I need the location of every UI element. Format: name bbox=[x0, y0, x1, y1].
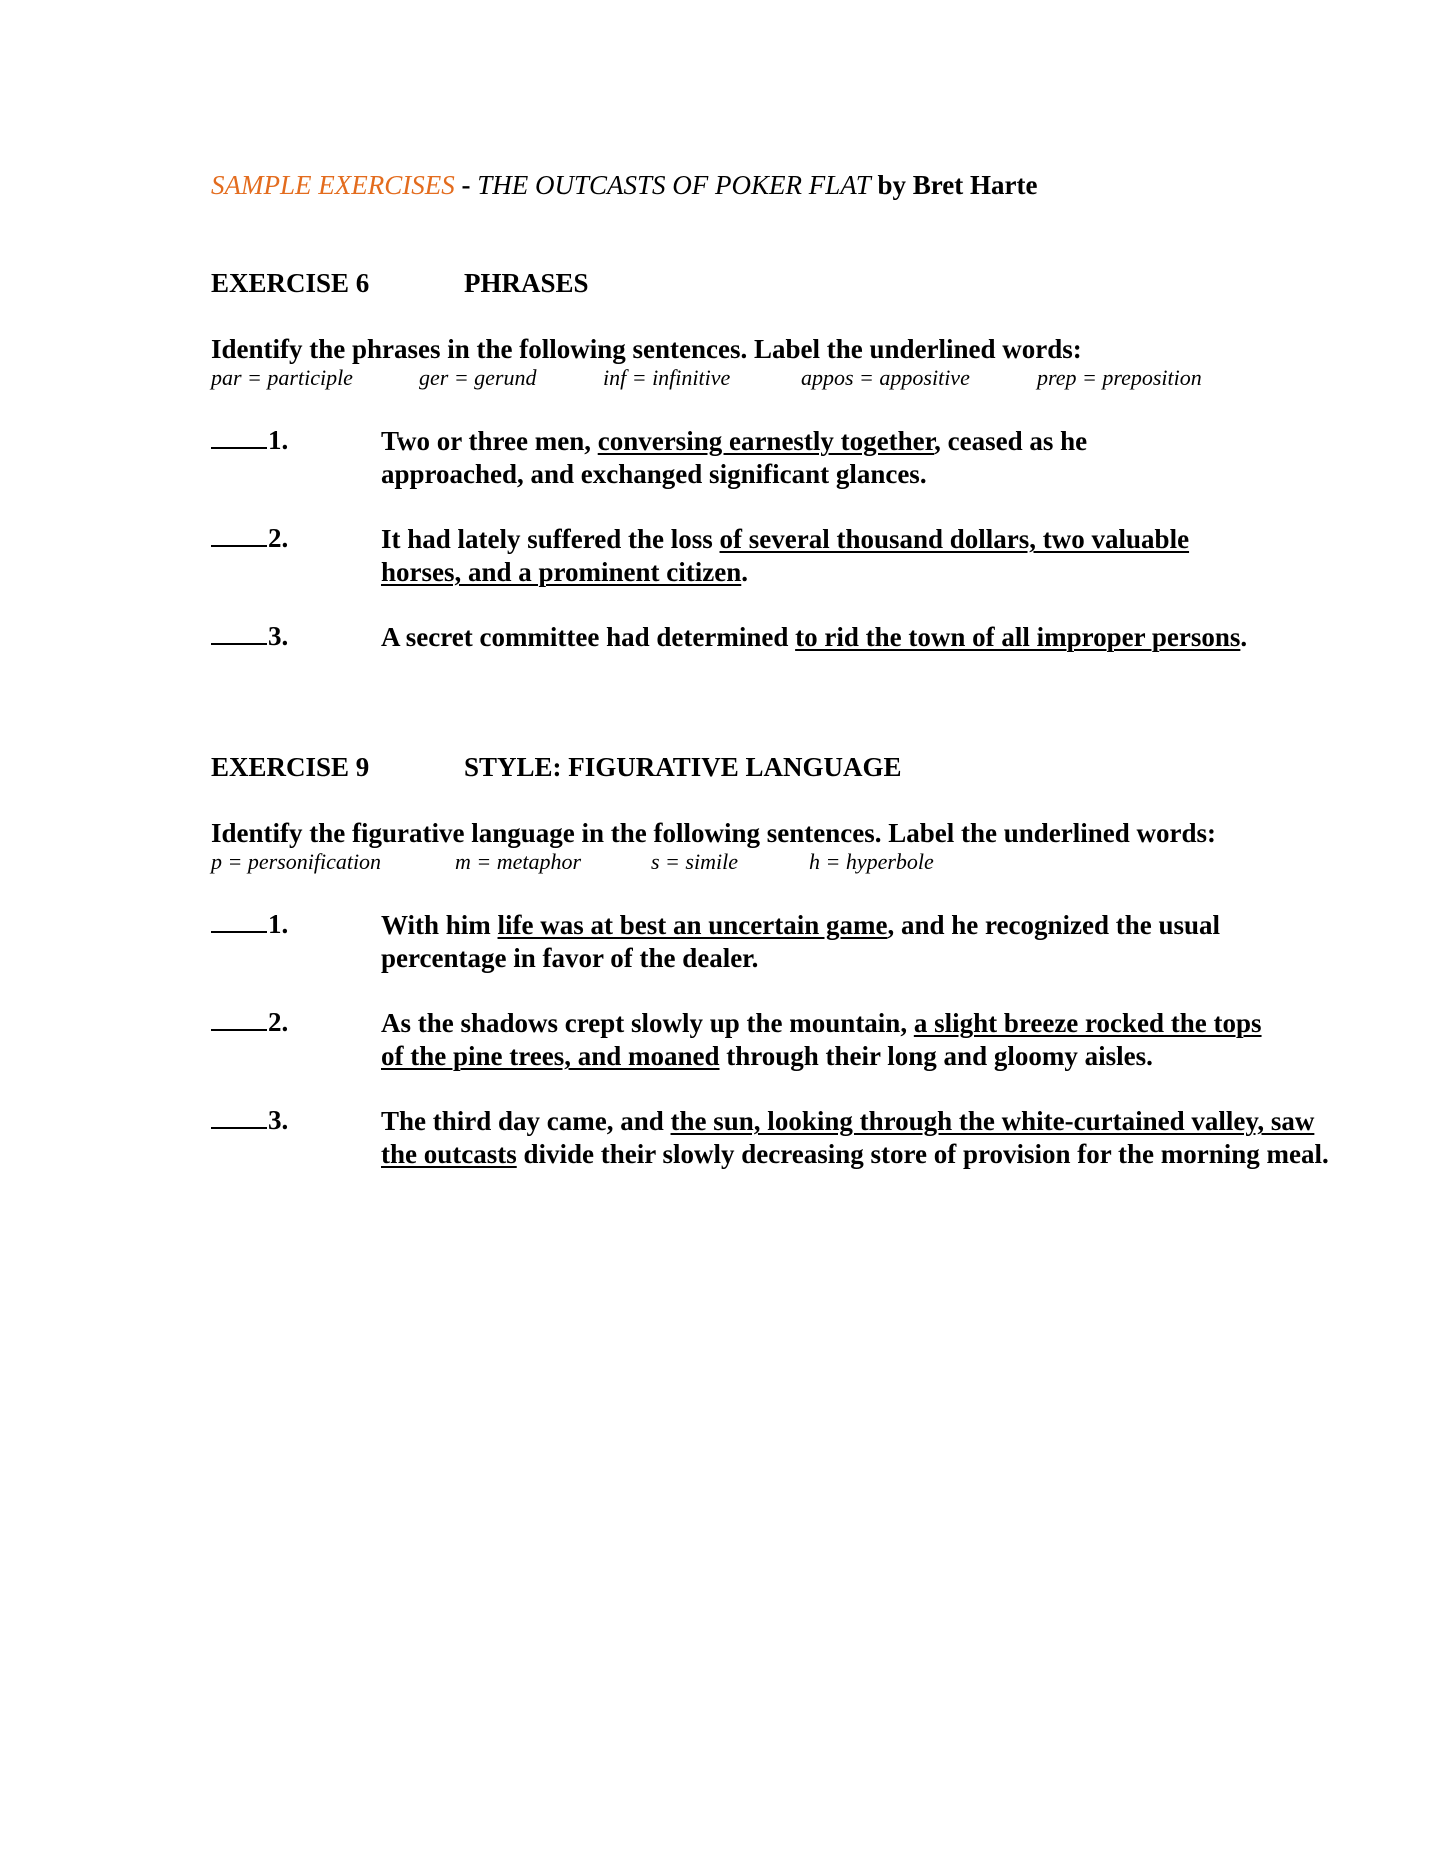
title-author: by Bret Harte bbox=[870, 170, 1038, 200]
legend-item: par = participle bbox=[211, 365, 353, 390]
item-number: 2. bbox=[211, 1007, 288, 1038]
exercise-9-label: EXERCISE 9 bbox=[211, 752, 370, 782]
exercise-6-label: EXERCISE 6 bbox=[211, 268, 370, 298]
item-number: 2. bbox=[211, 523, 288, 554]
underlined-phrase: a slight breeze rocked the tops of the pine trees, and moaned bbox=[381, 1008, 1262, 1071]
underlined-phrase: life was at best an uncertain game bbox=[497, 910, 888, 940]
underlined-phrase: the sun, looking through the white-curtained valley, saw the outcasts bbox=[381, 1106, 1315, 1169]
exercise-6-heading bbox=[211, 268, 589, 299]
legend-item: p = personification bbox=[211, 849, 382, 874]
underlined-phrase: to rid the town of all improper persons bbox=[795, 622, 1241, 652]
legend-item: appos = appositive bbox=[801, 365, 970, 390]
legend-item: ger = gerund bbox=[419, 365, 537, 390]
answer-blank[interactable] bbox=[211, 1105, 267, 1129]
exercise-6-instructions: Identify the phrases in the following sentences. Label the underlined words: bbox=[211, 334, 1082, 364]
title-dash: - bbox=[454, 170, 478, 200]
legend-item: inf = infinitive bbox=[603, 365, 731, 390]
answer-blank[interactable] bbox=[211, 523, 267, 547]
item-number: 3. bbox=[211, 1105, 288, 1136]
item-sentence: With him life was at best an uncertain game, and he recognized the usual percentage in favor of the dealer. bbox=[381, 910, 1221, 973]
legend-item: s = simile bbox=[651, 849, 738, 874]
exercise-9-instructions: Identify the figurative language in the following sentences. Label the underlined words: bbox=[211, 818, 1217, 848]
underlined-phrase: conversing earnestly together bbox=[597, 426, 935, 456]
exercise-9-heading bbox=[211, 752, 902, 783]
item-sentence: It had lately suffered the loss of several thousand dollars, two valuable horses, and a prominent citizen. bbox=[381, 524, 1190, 587]
item-sentence: The third day came, and the sun, looking through the white-curtained valley, saw the outcasts divide their slowly decreasing store of provision for the morning meal. bbox=[381, 1106, 1329, 1169]
page-title bbox=[211, 170, 1037, 201]
item-sentence: A secret committee had determined to rid the town of all improper persons. bbox=[381, 622, 1248, 652]
legend-item: prep = preposition bbox=[1037, 365, 1202, 390]
exercise-9-topic: STYLE: FIGURATIVE LANGUAGE bbox=[464, 752, 902, 782]
item-number: 3. bbox=[211, 621, 288, 652]
exercise-6-topic: PHRASES bbox=[464, 268, 589, 298]
item-number: 1. bbox=[211, 425, 288, 456]
answer-blank[interactable] bbox=[211, 909, 267, 933]
item-number: 1. bbox=[211, 909, 288, 940]
answer-blank[interactable] bbox=[211, 425, 267, 449]
underlined-phrase: of several thousand dollars, two valuable horses, and a prominent citizen bbox=[381, 524, 1190, 587]
answer-blank[interactable] bbox=[211, 621, 267, 645]
legend-item: h = hyperbole bbox=[809, 849, 934, 874]
title-sample-label: SAMPLE EXERCISES bbox=[211, 170, 455, 200]
item-sentence: Two or three men, conversing earnestly together, ceased as he approached, and exchanged significant glances. bbox=[381, 426, 1088, 489]
title-work: THE OUTCASTS OF POKER FLAT bbox=[477, 170, 871, 200]
item-sentence: As the shadows crept slowly up the mountain, a slight breeze rocked the tops of the pine trees, and moaned through their long and gloomy aisles. bbox=[381, 1008, 1262, 1071]
answer-blank[interactable] bbox=[211, 1007, 267, 1031]
legend-item: m = metaphor bbox=[455, 849, 582, 874]
